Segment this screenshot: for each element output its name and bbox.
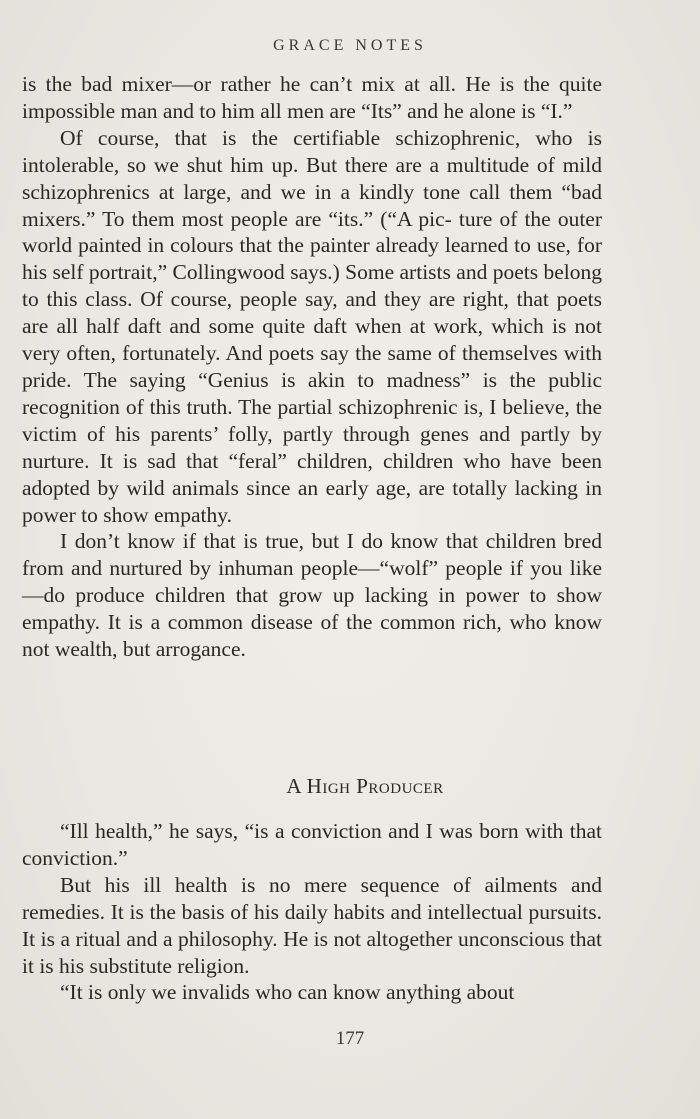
paragraph: “Ill health,” he says, “is a conviction and I was born with that conviction.” bbox=[22, 819, 602, 870]
running-header: GRACE NOTES bbox=[273, 37, 427, 54]
section-heading: A High Producer bbox=[286, 774, 444, 798]
paragraph: Of course, that is the certifiable schizophrenic, who is intolerable, so we shut him up. But there are a multitude of mild schizophrenics at large, and we in a kindly tone call them “bad mixers.” To them most people are “its.” (“A pic- ture of the outer world painted in colours that the painter already learned to use, for his self portrait,” Collingwood says.) Some artists and poets belong to this class. Of course, people say, and they are right, that poets are all half daft and some quite daft when at work, which is not very often, fortunately. And poets say the same of themselves with pride. The saying “Genius is akin to madness” is the public recognition of this truth. The partial schizophrenic is, I believe, the victim of his parents’ folly, partly through genes and partly by nurture. It is sad that “feral” children, children who have been adopted by wild animals since an early age, are totally lacking in power to show empathy. bbox=[22, 125, 602, 527]
section-body-2 bbox=[22, 818, 602, 1006]
paragraph: I don’t know if that is true, but I do know that children bred from and nurtured by inhuman people—“wolf” people if you like—do produce children that grow up lacking in power to show empathy. It is a common disease of the common rich, who know not wealth, but arrogance. bbox=[22, 529, 602, 662]
paragraph: But his ill health is no mere sequence of ailments and remedies. It is the basis of his daily habits and intellectual pursuits. It is a ritual and a philosophy. He is not altogether unconscious that it is his substitute religion. bbox=[22, 872, 602, 978]
section-body-1 bbox=[22, 71, 602, 663]
paragraph-truncated: “It is only we invalids who can know anything about bbox=[60, 980, 515, 1005]
paragraph-continued: is the bad mixer—or rather he can’t mix at all. He is the quite impossible man and to him all men are “Its” and he alone is “I.” bbox=[22, 72, 602, 123]
page-number: 177 bbox=[335, 1028, 365, 1049]
